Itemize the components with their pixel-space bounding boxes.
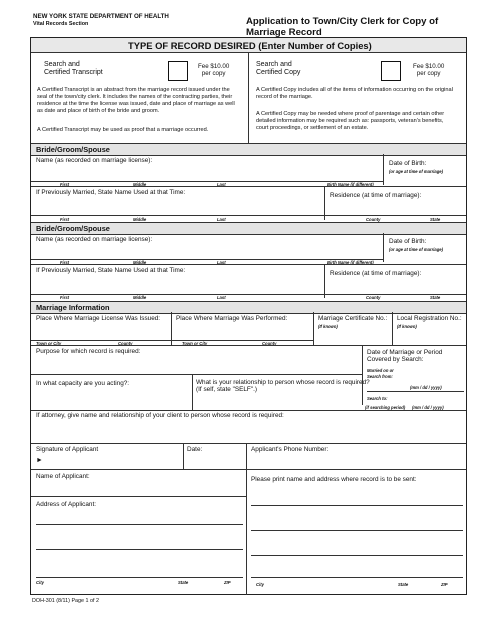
transcript-copies-box[interactable] bbox=[168, 61, 188, 81]
spouse2-state: State bbox=[430, 295, 441, 300]
mail-state: State bbox=[398, 582, 409, 587]
spouse1-state: State bbox=[430, 217, 441, 222]
performed-town: Town or City bbox=[182, 341, 208, 346]
signature-arrow-icon: ► bbox=[36, 457, 43, 464]
spouse1-birth-name: Birth Name (if different) bbox=[327, 182, 374, 187]
phone-label: Applicant's Phone Number: bbox=[251, 446, 329, 453]
applicant-zip: ZIP bbox=[224, 580, 231, 585]
spouse2-heading: Bride/Groom/Spouse bbox=[36, 224, 110, 233]
marriage-heading: Marriage Information bbox=[36, 303, 110, 312]
applicant-name-label: Name of Applicant: bbox=[36, 473, 90, 480]
spouse2-residence: Residence (at time of marriage): bbox=[330, 270, 422, 277]
spouse1-middle2: Middle bbox=[133, 217, 147, 222]
reg-no-sub: (If known) bbox=[397, 324, 417, 329]
date-label: Date: bbox=[187, 446, 203, 453]
spouse2-middle2: Middle bbox=[133, 295, 147, 300]
spouse2-birth-name: Birth Name (if different) bbox=[327, 260, 374, 265]
spouse1-dob-sub: (or age at time of marriage) bbox=[389, 169, 443, 174]
performed-place-label: Place Where Marriage Was Performed: bbox=[176, 315, 288, 322]
print-name-label: Please print name and address where record is to be sent: bbox=[251, 476, 417, 483]
transcript-description: A Certified Transcript is an abstract from the marriage record issued under the seal of the town/city clerk. It includes the names of the contracting parties, their residence at the time the license was issued, date and place of marriage as well as date and place of birth of the bride and groom. bbox=[37, 87, 235, 115]
license-county: County bbox=[118, 341, 133, 346]
relationship-label: What is your relationship to person whose record is required? (If self, state "SELF".) bbox=[196, 379, 370, 394]
date-format-1: (mm / dd / yyyy) bbox=[410, 385, 442, 390]
married-on-label: Married on or bbox=[367, 368, 394, 373]
license-town: Town or City bbox=[36, 341, 62, 346]
spouse1-residence: Residence (at time of marriage): bbox=[330, 192, 422, 199]
copy-description: A Certified Copy includes all of the items of information occurring on the original record of the marriage. bbox=[256, 87, 453, 101]
spouse1-name-label: Name (as recorded on marriage license): bbox=[36, 157, 153, 164]
spouse1-county: County bbox=[366, 217, 381, 222]
mail-city: City bbox=[256, 582, 264, 587]
performed-county: County bbox=[262, 341, 277, 346]
spouse1-first2: First bbox=[60, 217, 70, 222]
search-from-label: Search from: bbox=[367, 374, 393, 379]
signature-label: Signature of Applicant bbox=[36, 446, 99, 453]
date-format-2: (mm / dd / yyyy) bbox=[412, 405, 444, 410]
copy-copies-box[interactable] bbox=[381, 61, 401, 81]
spouse1-dob-label: Date of Birth: bbox=[389, 160, 427, 167]
spouse2-last2: Last bbox=[217, 295, 226, 300]
date-period-label: Date of Marriage or Period Covered by Search: bbox=[367, 349, 443, 364]
spouse1-last2: Last bbox=[217, 217, 226, 222]
search-to-label: Search to: bbox=[367, 396, 388, 401]
spouse2-dob-sub: (or age at time of marriage) bbox=[389, 247, 443, 252]
spouse2-first: First bbox=[60, 260, 70, 265]
transcript-note: A Certified Transcript may be used as proof that a marriage occurred. bbox=[37, 127, 209, 133]
spouse2-first2: First bbox=[60, 295, 70, 300]
spouse1-heading: Bride/Groom/Spouse bbox=[36, 145, 110, 154]
spouse2-dob-label: Date of Birth: bbox=[389, 238, 427, 245]
department-name: NEW YORK STATE DEPARTMENT OF HEALTH bbox=[33, 13, 169, 20]
if-period-label: (if searching period) bbox=[365, 405, 406, 410]
section-name: Vital Records Section bbox=[33, 21, 89, 27]
transcript-fee: Fee $10.00 per copy bbox=[198, 63, 230, 78]
applicant-address-label: Address of Applicant: bbox=[36, 501, 97, 508]
cert-no-sub: (If known) bbox=[318, 324, 338, 329]
capacity-label: In what capacity are you acting?: bbox=[36, 380, 130, 387]
spouse1-first: First bbox=[60, 182, 70, 187]
applicant-state: State bbox=[178, 580, 189, 585]
spouse1-prev-married: If Previously Married, State Name Used at that Time: bbox=[36, 189, 186, 196]
copy-label: Search and Certified Copy bbox=[256, 61, 301, 77]
spouse2-last: Last bbox=[217, 260, 226, 265]
attorney-label: If attorney, give name and relationship of your client to person whose record is required: bbox=[36, 412, 284, 419]
cert-no-label: Marriage Certificate No.: bbox=[318, 315, 388, 322]
purpose-label: Purpose for which record is required: bbox=[36, 348, 141, 355]
spouse2-prev-married: If Previously Married, State Name Used at that Time: bbox=[36, 267, 186, 274]
form-title: Application to Town/City Clerk for Copy of Marriage Record bbox=[246, 16, 439, 38]
license-place-label: Place Where Marriage License Was Issued: bbox=[36, 315, 161, 322]
spouse2-name-label: Name (as recorded on marriage license): bbox=[36, 236, 153, 243]
form-number: DOH-301 (8/11) Page 1 of 2 bbox=[32, 598, 100, 604]
reg-no-label: Local Registration No.: bbox=[397, 315, 462, 322]
spouse1-last: Last bbox=[217, 182, 226, 187]
applicant-city: City bbox=[36, 580, 44, 585]
spouse1-middle: Middle bbox=[133, 182, 147, 187]
mail-zip: ZIP bbox=[441, 582, 448, 587]
spouse2-county: County bbox=[366, 295, 381, 300]
transcript-label: Search and Certified Transcript bbox=[44, 61, 103, 77]
record-type-heading: TYPE OF RECORD DESIRED (Enter Number of Copies) bbox=[128, 40, 372, 51]
spouse2-middle: Middle bbox=[133, 260, 147, 265]
copy-note: A Certified Copy may be needed where proof of parentage and certain other detailed information may be required such as: passports, veteran's benefits, court proceedings, or settlement of an estate. bbox=[256, 111, 445, 132]
copy-fee: Fee $10.00 per copy bbox=[413, 63, 445, 78]
